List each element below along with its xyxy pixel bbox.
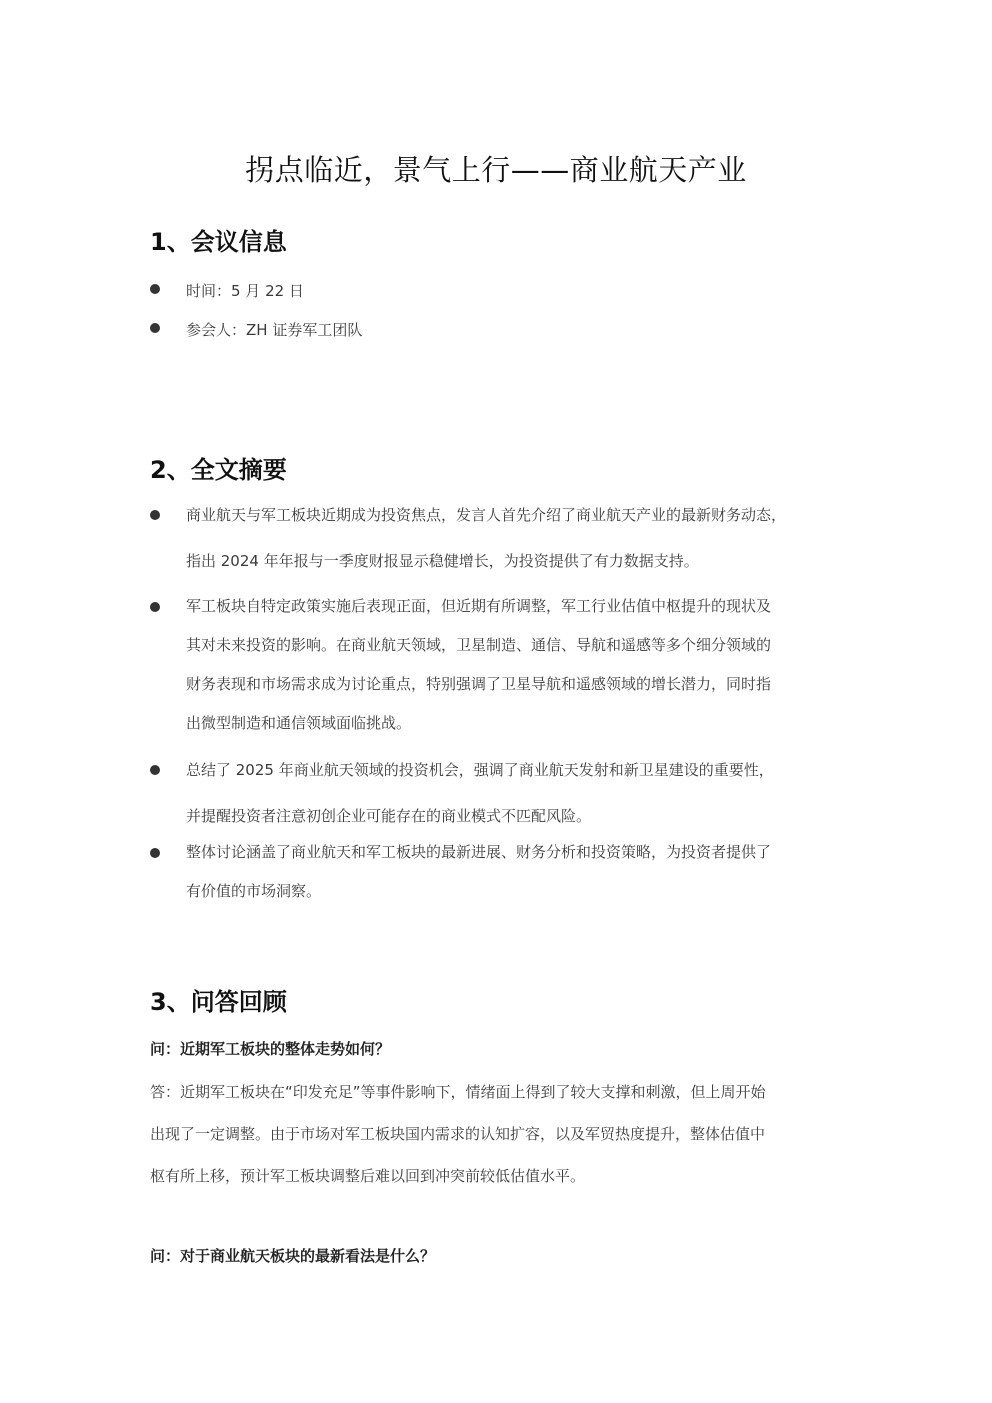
list-item-text: 并提醒投资者注意初创企业可能存在的商业模式不匹配风险。 [186, 807, 592, 825]
bullet-icon [150, 848, 160, 858]
list-item-text: 指出 2024 年年报与一季度财报显示稳健增长，为投资提供了有力数据支持。 [186, 552, 699, 570]
answer-line: 出现了一定调整。由于市场对军工板块国内需求的认知扩容，以及军贸热度提升，整体估值中 [150, 1125, 766, 1143]
list-item-text: 整体讨论涵盖了商业航天和军工板块的最新进展、财务分析和投资策略，为投资者提供了 [186, 843, 772, 861]
section-heading-meeting-info: 1、会议信息 [150, 228, 287, 256]
section-heading-qa: 3、问答回顾 [150, 988, 287, 1016]
list-item-text: 参会人：ZH 证券军工团队 [186, 321, 363, 339]
list-item-text: 商业航天与军工板块近期成为投资焦点，发言人首先介绍了商业航天产业的最新财务动态， [186, 506, 787, 524]
list-item-text: 有价值的市场洞察。 [186, 882, 322, 900]
list-item [150, 280, 842, 301]
bullet-icon [150, 323, 160, 333]
bullet-icon [150, 765, 160, 775]
list-item-text: 时间：5 月 22 日 [186, 282, 304, 300]
section-heading-summary: 2、全文摘要 [150, 456, 287, 484]
list-item-text: 财务表现和市场需求成为讨论重点，特别强调了卫星导航和遥感领域的增长潜力，同时指 [186, 675, 772, 693]
list-item-text: 出微型制造和通信领域面临挑战。 [186, 714, 412, 732]
list-item-text: 军工板块自特定政策实施后表现正面，但近期有所调整，军工行业估值中枢提升的现状及 [186, 597, 772, 615]
list-item [150, 506, 842, 584]
list-item-text: 总结了 2025 年商业航天领域的投资机会，强调了商业航天发射和新卫星建设的重要性， [186, 761, 774, 779]
list-item [150, 844, 842, 911]
answer-line: 枢有所上移，预计军工板块调整后难以回到冲突前较低估值水平。 [150, 1167, 586, 1185]
question-1: 问：近期军工板块的整体走势如何？ [150, 1040, 391, 1058]
list-item [150, 761, 842, 839]
answer-line: 答：近期军工板块在“印发充足”等事件影响下，情绪面上得到了较大支撑和刺激，但上周开始 [150, 1083, 766, 1101]
list-item-text: 其对未来投资的影响。在商业航天领域，卫星制造、通信、导航和遥感等多个细分领域的 [186, 636, 772, 654]
list-item [150, 598, 842, 743]
bullet-icon [150, 284, 160, 294]
document-title: 拐点临近，景气上行——商业航天产业 [245, 153, 747, 187]
list-item [150, 319, 842, 340]
bullet-icon [150, 602, 160, 612]
question-2: 问：对于商业航天板块的最新看法是什么？ [150, 1247, 436, 1265]
answer-1 [150, 1071, 842, 1197]
bullet-icon [150, 510, 160, 520]
